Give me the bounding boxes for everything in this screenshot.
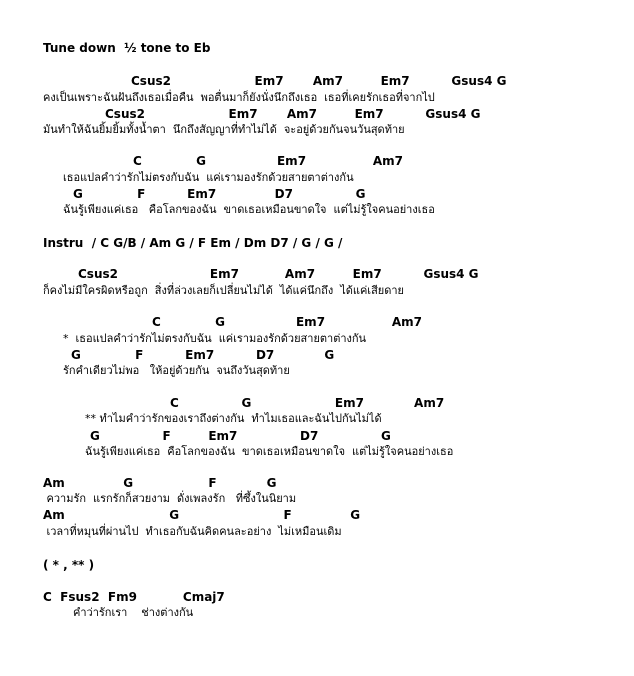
chorus1-lyric-line-1: เธอแปลคำว่ารักไม่ตรงกับฉัน แค่เรามองรักด้วยสายตาต่างกัน <box>63 171 354 184</box>
outro-chord-line-1: Am G F G <box>43 476 277 490</box>
outro-chord-line-2: Am G F G <box>43 508 361 522</box>
ending-chord-line: C Fsus2 Fm9 Cmaj7 <box>43 590 225 604</box>
verse2-chord-line-1: Csus2 Em7 Am7 Em7 Gsus4 G <box>78 267 479 281</box>
bridge-chord-line-1: C G Em7 Am7 <box>170 396 445 410</box>
bridge-lyric-line-2: ฉันรู้เพียงแค่เธอ คือโลกของฉัน ขาดเธอเหมือนขาดใจ แต่ไม่รู้ใจคนอย่างเธอ <box>85 445 454 458</box>
verse1-chord-line-1: Csus2 Em7 Am7 Em7 Gsus4 G <box>131 74 507 88</box>
verse1-lyric-line-2: มันทำให้ฉันยิ้มยิ้มทั้งน้ำตา นึกถึงสัญญาที่ทำไม่ได้ จะอยู่ด้วยกันจนวันสุดท้าย <box>43 123 405 136</box>
chorus2-lyric-line-2: รักคำเดียวไม่พอ ให้อยู่ด้วยกัน จนถึงวันสุดท้าย <box>63 364 290 377</box>
instrumental-line: Instru / C G/B / Am G / F Em / Dm D7 / G / G / <box>43 236 343 250</box>
tuning-note: Tune down ½ tone to Eb <box>43 41 211 55</box>
outro-lyric-line-2: เวลาที่หมุนที่ผ่านไป ทำเธอกับฉันคิดคนละอย่าง ไม่เหมือนเดิม <box>43 525 342 538</box>
chorus2-chord-line-2: G F Em7 D7 G <box>71 348 335 362</box>
verse1-chord-line-2: Csus2 Em7 Am7 Em7 Gsus4 G <box>105 107 481 121</box>
bridge-chord-line-2: G F Em7 D7 G <box>90 429 391 443</box>
repeat-marker: ( * , ** ) <box>43 558 95 572</box>
chorus1-chord-line-2: G F Em7 D7 G <box>73 187 366 201</box>
outro-lyric-line-1: ความรัก แรกรักก็สวยงาม ดั่งเพลงรัก ที่ซึ้งในนิยาม <box>43 492 297 505</box>
verse2-lyric-line-1: ก็คงไม่มีใครผิดหรือถูก สิ่งที่ล่วงเลยก็เปลี่ยนไม่ได้ ได้แค่นึกถึง ได้แค่เสียดาย <box>43 284 404 297</box>
ending-lyric-line: คำว่ารักเรา ช่างต่างกัน <box>73 606 194 619</box>
chorus2-lyric-line-1: * เธอแปลคำว่ารักไม่ตรงกับฉัน แค่เรามองรักด้วยสายตาต่างกัน <box>63 332 367 345</box>
chorus1-lyric-line-2: ฉันรู้เพียงแค่เธอ คือโลกของฉัน ขาดเธอเหมือนขาดใจ แต่ไม่รู้ใจคนอย่างเธอ <box>63 203 435 216</box>
verse1-lyric-line-1: คงเป็นเพราะฉันฝันถึงเธอเมื่อคืน พอตื่นมาก็ยังนั่งนึกถึงเธอ เธอที่เคยรักเธอที่จากไป <box>43 91 435 104</box>
chorus2-chord-line-1: C G Em7 Am7 <box>152 315 423 329</box>
bridge-lyric-line-1: ** ทำไมคำว่ารักของเราถึงต่างกัน ทำไมเธอและฉันไปกันไม่ได้ <box>85 412 382 425</box>
chorus1-chord-line-1: C G Em7 Am7 <box>133 154 404 168</box>
